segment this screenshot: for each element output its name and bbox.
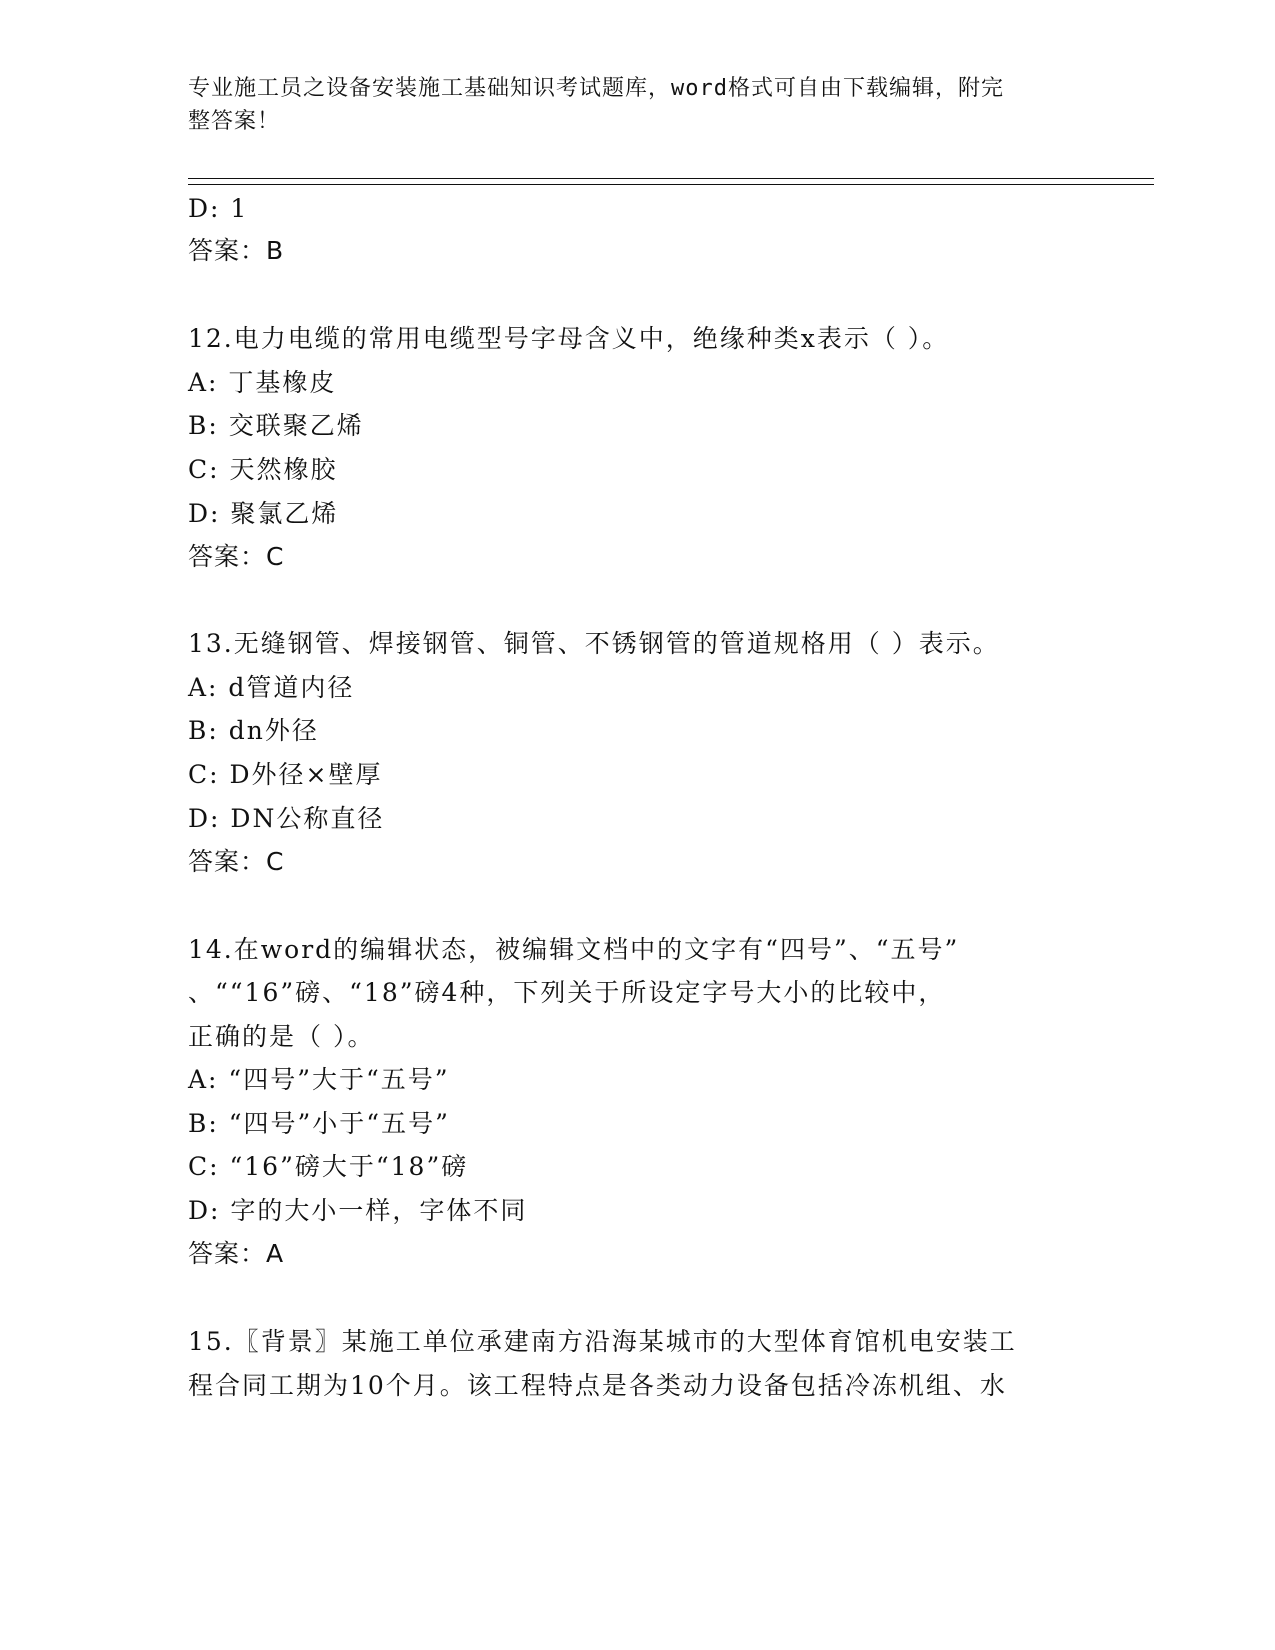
- document-header: [188, 72, 1078, 138]
- q12-option-c: C: 天然橡胶: [188, 455, 338, 484]
- prev-answer: 答案：B: [188, 236, 285, 265]
- q15-question-line-1: 15.〖背景〗某施工单位承建南方沿海某城市的大型体育馆机电安装工: [188, 1327, 1017, 1356]
- q14-question-line-3: 正确的是（ ）。: [188, 1022, 375, 1051]
- q13-answer: 答案：C: [188, 847, 285, 876]
- q12-option-d: D: 聚氯乙烯: [188, 499, 339, 528]
- header-rule-bottom: [188, 184, 1154, 185]
- q12-answer: 答案：C: [188, 542, 285, 571]
- q12-option-b: B: 交联聚乙烯: [188, 411, 364, 440]
- q15-question-line-2: 程合同工期为10个月。该工程特点是各类动力设备包括冷冻机组、水: [188, 1371, 1007, 1400]
- header-line-1: 专业施工员之设备安装施工基础知识考试题库，word格式可自由下载编辑，附完: [188, 76, 1004, 101]
- q12-option-a: A: 丁基橡皮: [188, 368, 337, 397]
- q14-answer: 答案：A: [188, 1239, 285, 1268]
- prev-option-d: D: 1: [188, 194, 249, 223]
- header-line-2: 整答案！: [188, 109, 281, 134]
- q12-question: 12.电力电缆的常用电缆型号字母含义中，绝缘种类x表示（ ）。: [188, 324, 950, 353]
- q14-option-d: D: 字的大小一样，字体不同: [188, 1196, 528, 1225]
- q14-option-b: B: “四号”小于“五号”: [188, 1109, 450, 1138]
- q13-option-b: B: dn外径: [188, 716, 319, 745]
- q13-option-c: C: D外径×壁厚: [188, 760, 383, 789]
- q14-option-c: C: “16”磅大于“18”磅: [188, 1152, 469, 1181]
- header-rule-top: [188, 178, 1154, 179]
- q14-option-a: A: “四号”大于“五号”: [188, 1065, 450, 1094]
- q13-option-a: A: d管道内径: [188, 673, 355, 702]
- q13-question: 13.无缝钢管、焊接钢管、铜管、不锈钢管的管道规格用（ ）表示。: [188, 629, 1000, 658]
- q13-option-d: D: DN公称直径: [188, 804, 385, 833]
- q14-question-line-2: 、““16”磅、“18”磅4种，下列关于所设定字号大小的比较中，: [188, 978, 946, 1007]
- q14-question-line-1: 14.在word的编辑状态，被编辑文档中的文字有“四号”、“五号”: [188, 935, 960, 964]
